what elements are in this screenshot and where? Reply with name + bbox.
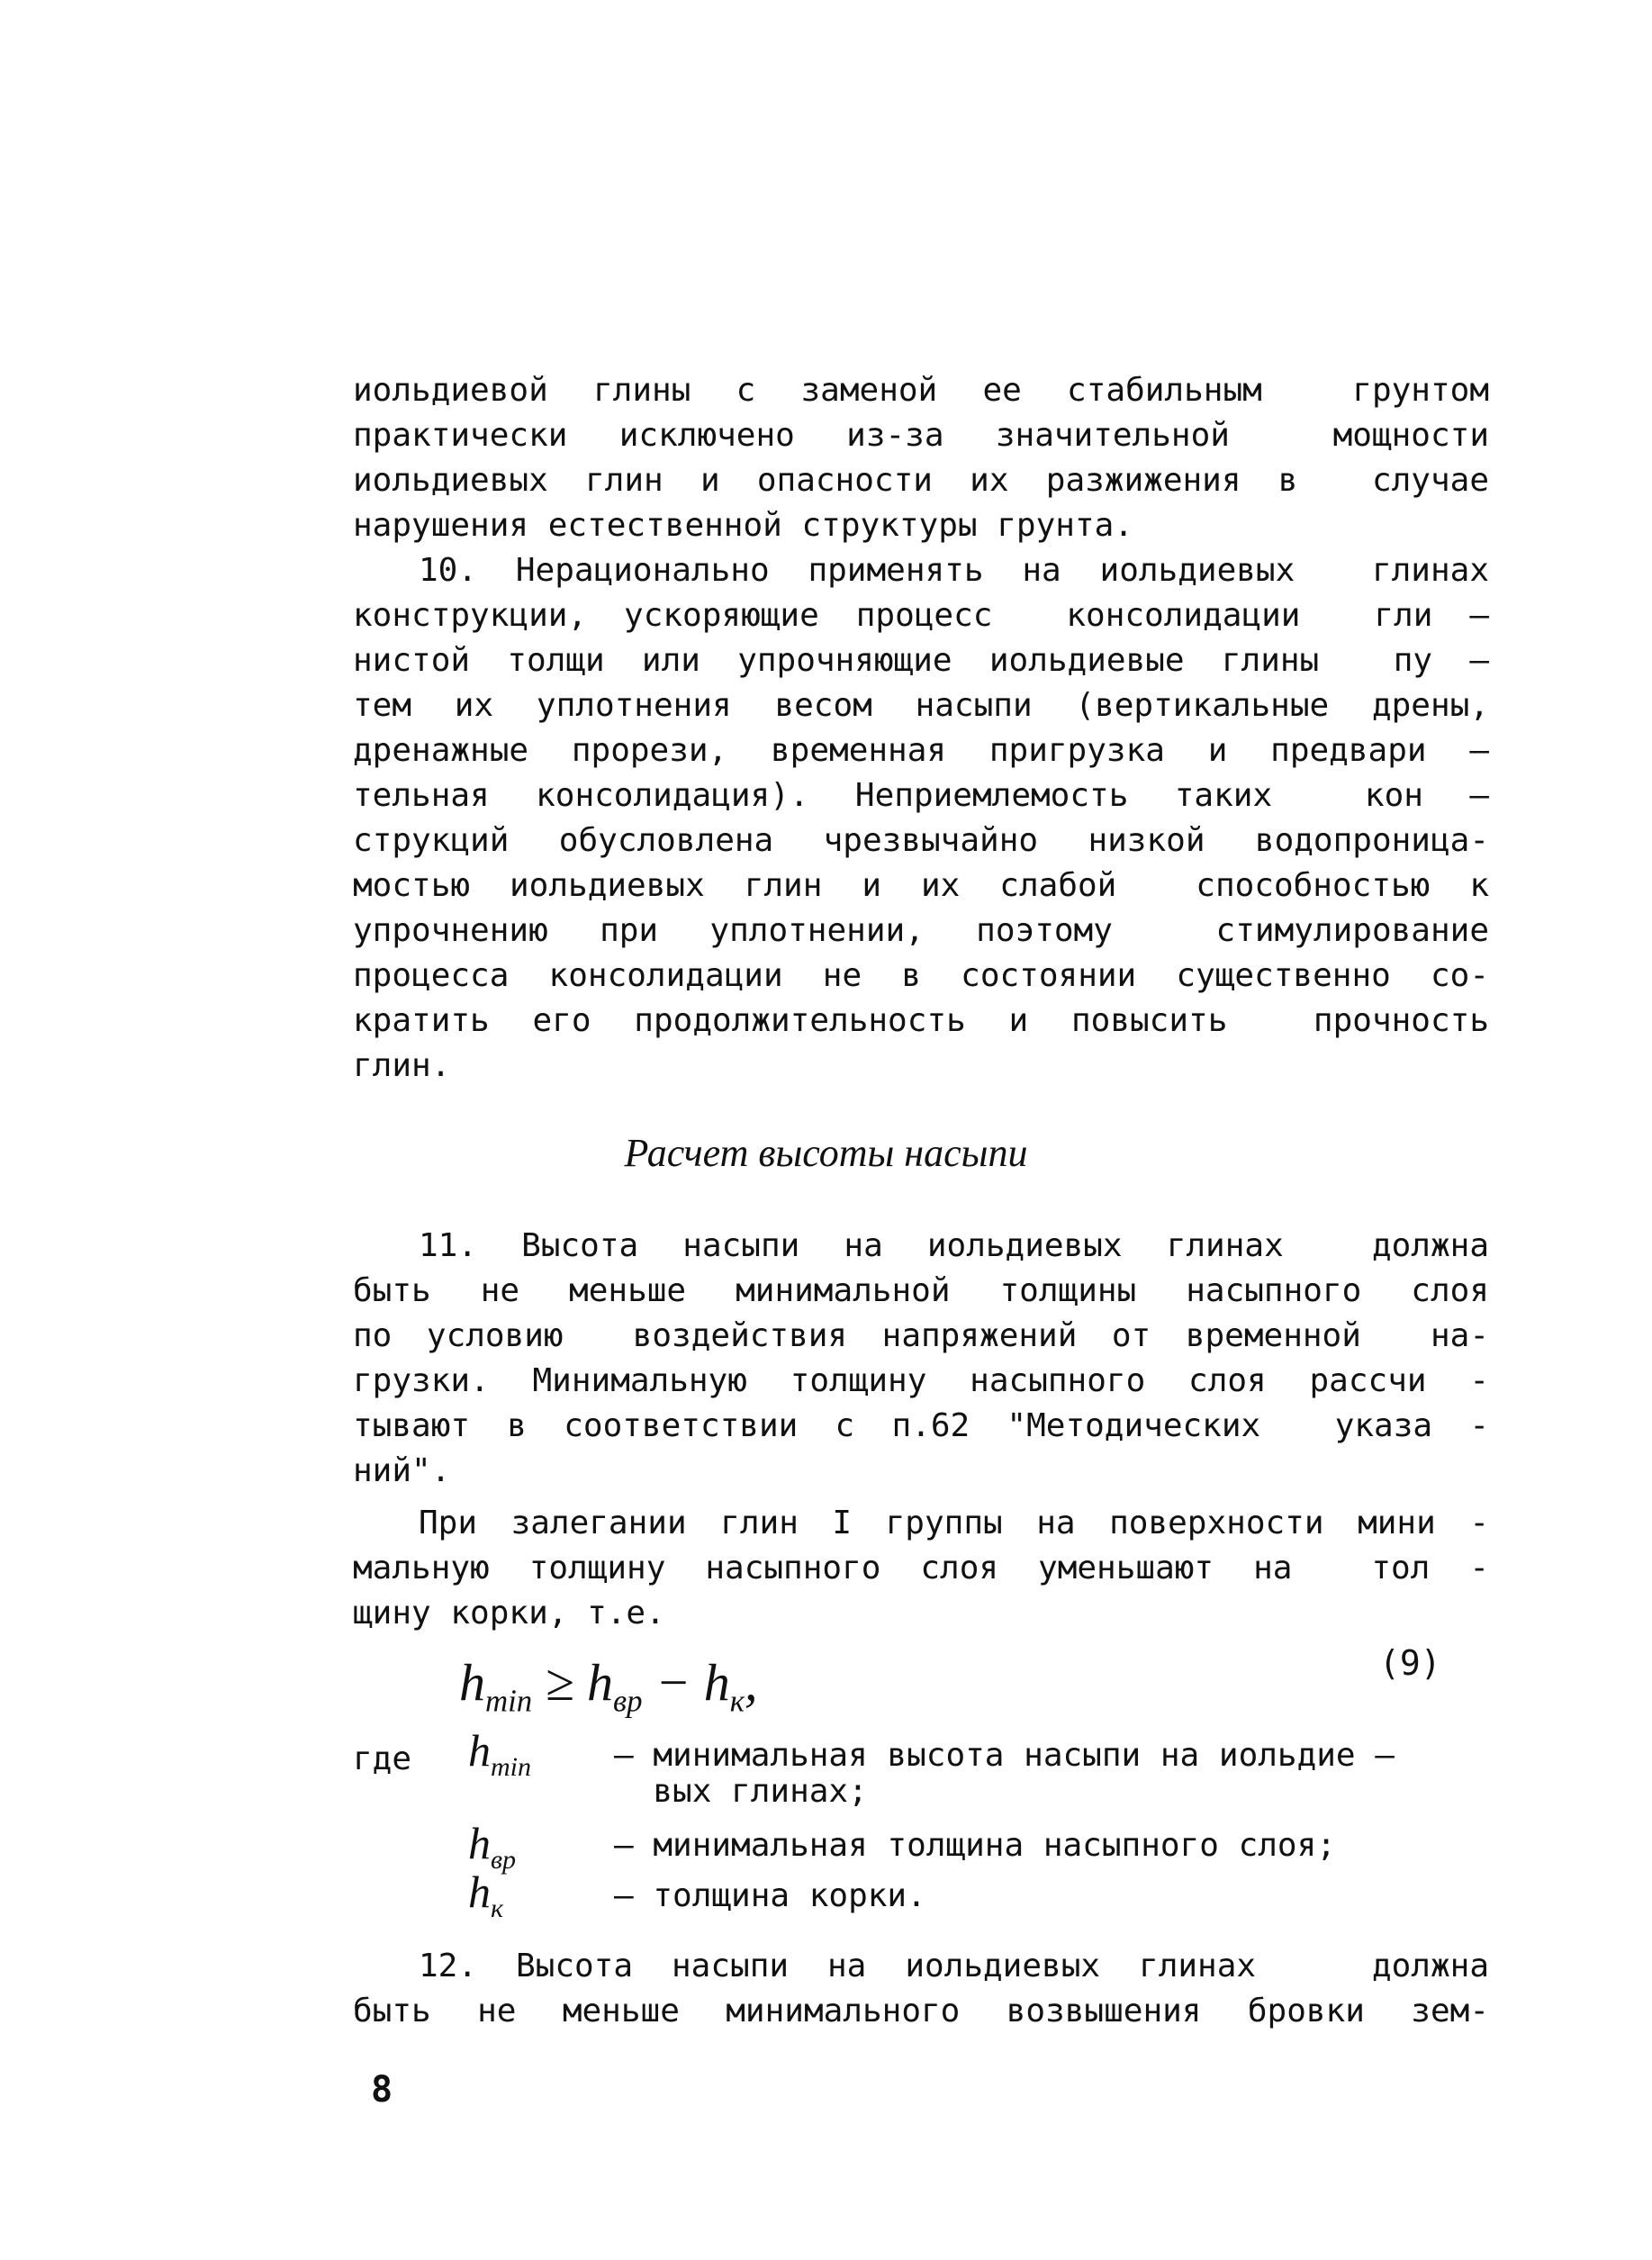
def-symbol-hk xyxy=(468,1866,503,1924)
formula-minus: − xyxy=(655,1653,691,1712)
text-line: При залегании глин I группы на поверхности мини - xyxy=(419,1505,1489,1541)
formula-op: ≥ xyxy=(545,1653,574,1712)
def-text: – минимальная толщина насыпного слоя; xyxy=(614,1827,1336,1864)
def-text: – минимальная высота насыпи на иольдие – xyxy=(614,1737,1395,1774)
formula-term1-sub: вр xyxy=(613,1683,643,1719)
text-line: нистой толщи или упрочняющие иольдиевые глины пу – xyxy=(353,642,1489,679)
formula-9 xyxy=(459,1652,757,1720)
text-line: мальную толщину насыпного слоя уменьшают на тол - xyxy=(353,1550,1489,1587)
formula-term2-sub: к xyxy=(729,1683,745,1719)
formula-tail: , xyxy=(744,1653,758,1712)
section-heading: Расчет высоты насыпи xyxy=(624,1131,1028,1175)
text-line: дренажные прорези, временная пригрузка и предвари – xyxy=(353,732,1489,769)
text-line: иольдиевой глины с заменой ее стабильным грунтом xyxy=(353,372,1489,409)
text-line: 10. Нерационально применять на иольдиевых глинах xyxy=(419,552,1489,589)
text-line: нарушения естественной структуры грунта. xyxy=(353,507,1133,544)
where-label: где xyxy=(353,1740,412,1777)
def-symbol-sub: min xyxy=(491,1752,531,1782)
text-line: грузки. Минимальную толщину насыпного слоя рассчи - xyxy=(353,1362,1489,1399)
formula-term1: h xyxy=(587,1653,614,1712)
text-line: упрочнению при уплотнении, поэтому стимулирование xyxy=(353,912,1489,949)
text-line: кратить его продолжительность и повысить прочность xyxy=(353,1002,1489,1039)
def-text: вых глинах; xyxy=(614,1773,868,1810)
text-line: ний". xyxy=(353,1452,451,1489)
def-text: – толщина корки. xyxy=(614,1877,926,1914)
text-line: глин. xyxy=(353,1047,451,1084)
text-line: мостью иольдиевых глин и их слабой способностью к xyxy=(353,867,1489,904)
text-line: процесса консолидации не в состоянии существенно со- xyxy=(353,957,1489,994)
text-line: 11. Высота насыпи на иольдиевых глинах должна xyxy=(419,1227,1489,1264)
text-line: щину корки, т.е. xyxy=(353,1595,665,1632)
formula-lhs-sub: min xyxy=(485,1683,533,1719)
def-symbol: h xyxy=(468,1725,491,1776)
def-symbol-sub: к xyxy=(491,1894,504,1923)
text-line: быть не меньше минимального возвышения бровки зем- xyxy=(353,1993,1489,2029)
text-line: иольдиевых глин и опасности их разжижения в случае xyxy=(353,462,1489,499)
text-line: тельная консолидация). Неприемлемость таких кон – xyxy=(353,777,1489,814)
text-line: тем их уплотнения весом насыпи (вертикальные дрены, xyxy=(353,687,1489,724)
page-number: 8 xyxy=(371,2069,393,2111)
def-symbol-hmin xyxy=(468,1724,531,1783)
formula-lhs: h xyxy=(459,1653,485,1712)
text-line: струкций обусловлена чрезвычайно низкой водопроница- xyxy=(353,822,1489,859)
text-line: конструкции, ускоряющие процесс консолидации гли – xyxy=(353,597,1489,634)
def-symbol: h xyxy=(468,1867,491,1917)
text-line: 12. Высота насыпи на иольдиевых глинах должна xyxy=(419,1948,1489,1984)
text-line: практически исключено из-за значительной мощности xyxy=(353,417,1489,454)
def-symbol: h xyxy=(468,1818,491,1868)
text-line: тывают в соответствии с п.62 "Методических указа - xyxy=(353,1407,1489,1444)
def-symbol-sub: вр xyxy=(491,1845,517,1875)
text-line: по условию воздействия напряжений от временной на- xyxy=(353,1317,1489,1354)
text-line: быть не меньше минимальной толщины насыпного слоя xyxy=(353,1272,1489,1309)
equation-number: (9) xyxy=(1379,1643,1441,1683)
formula-term2: h xyxy=(703,1653,730,1712)
